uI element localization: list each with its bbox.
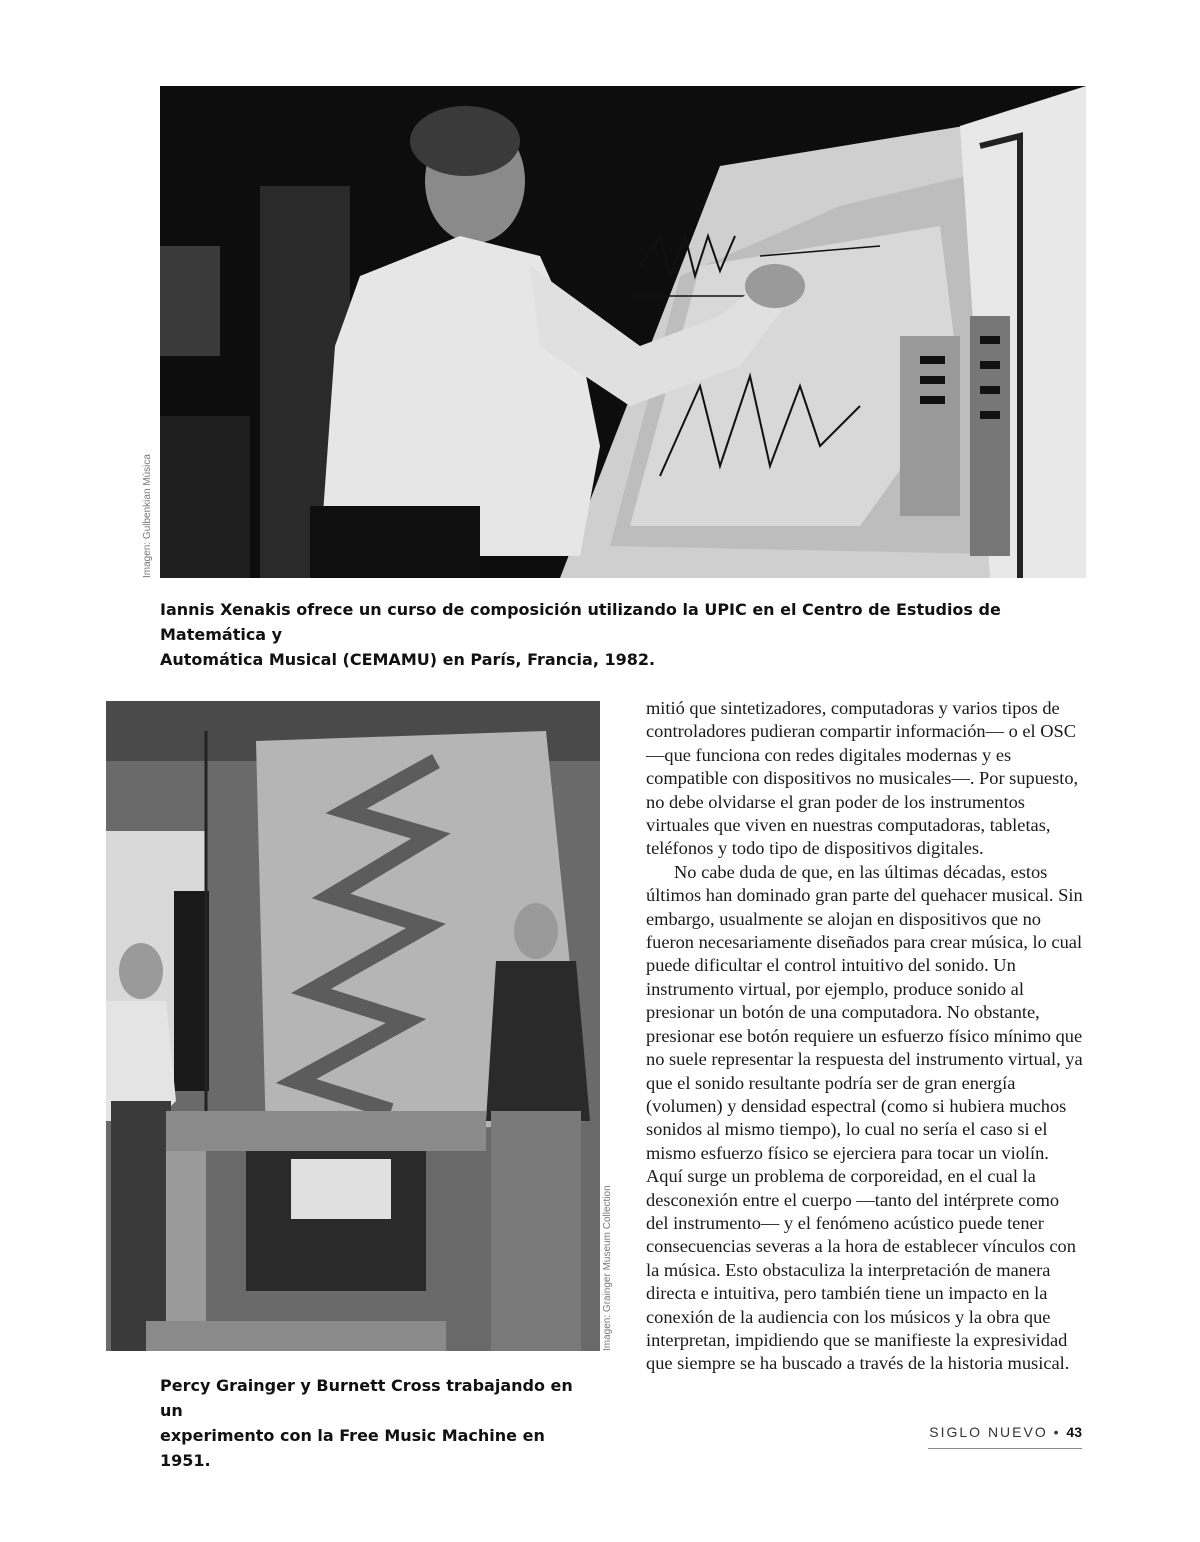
article-body <box>646 697 1086 1376</box>
photo-grainger-image <box>106 701 600 1351</box>
caption-bottom <box>160 1373 600 1473</box>
footer-separator: • <box>1053 1424 1061 1440</box>
caption-bottom-line-2: experimento con la Free Music Machine en 1951. <box>160 1426 545 1470</box>
photo-credit-bottom: Imagen: Grainger Museum Collection <box>602 1185 613 1351</box>
caption-top-line-1: Iannis Xenakis ofrece un curso de composición utilizando la UPIC en el Centro de Estudios de Matemática y <box>160 600 1001 644</box>
photo-xenakis-upic <box>160 86 1086 578</box>
body-paragraph-1: mitió que sintetizadores, computadoras y varios tipos de controladores pudieran compartir información— o el OSC —que funciona con redes digitales modernas y es compatible con dispositivos no musicales—. Por supuesto, no debe olvidarse el gran poder de los instrumentos virtuales que viven en nuestras computadoras, tabletas, teléfonos y todo tipo de dispositivos digitales. <box>646 698 1079 859</box>
page-number: 43 <box>1066 1424 1082 1440</box>
photo-grainger-free-music-machine <box>106 701 600 1351</box>
caption-top <box>160 597 1090 672</box>
body-paragraph-2: No cabe duda de que, en las últimas décadas, estos últimos han dominado gran parte del quehacer musical. Sin embargo, usualmente se alojan en dispositivos que no fueron necesariamente diseñados para crear música, lo cual puede dificultar el control intuitivo del sonido. Un instrumento virtual, por ejemplo, produce sonido al presionar un botón de una computadora. No obstante, presionar ese botón requiere un esfuerzo físico mínimo que no suele representar la respuesta del instrumento virtual, ya que el sonido resultante podría ser de gran energía (volumen) y densidad espectral (como si hubiera muchos sonidos al mismo tiempo), lo cual no sería el caso si el mismo esfuerzo físico se ejerciera para tocar un violín. Aquí surge un problema de corporeidad, en el cual la desconexión entre el cuerpo —tanto del intérprete como del instrumento— y el fenómeno acústico puede tener consecuencias severas a la hora de establecer vínculos con la música. Esto obstaculiza la interpretación de manera directa e intuitiva, pero también tiene un impacto en la conexión de la audiencia con los músicos y la obra que interpretan, impidiendo que se manifieste la expresividad que siempre se ha buscado a través de la historia musical. <box>646 861 1083 1374</box>
caption-bottom-line-1: Percy Grainger y Burnett Cross trabajando en un <box>160 1376 573 1420</box>
photo-xenakis-image <box>160 86 1086 578</box>
caption-top-line-2: Automática Musical (CEMAMU) en París, Francia, 1982. <box>160 650 656 669</box>
magazine-name: SIGLO NUEVO <box>929 1424 1048 1440</box>
photo-credit-top: Imagen: Gulbenkian Música <box>142 454 153 578</box>
page-footer <box>928 1424 1082 1449</box>
